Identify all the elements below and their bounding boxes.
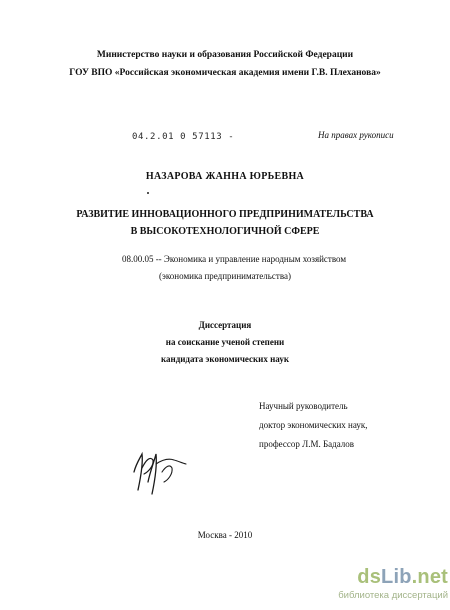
university-heading: ГОУ ВПО «Российская экономическая академия имени Г.В. Плеханова» [69, 68, 381, 78]
registration-number-stamp: 04.2.01 0 57113 - [132, 132, 235, 142]
degree-name: кандидата экономических наук [160, 354, 290, 364]
supervisor-degree: доктор экономических наук, [259, 420, 368, 430]
city-and-year: Москва - 2010 [197, 530, 253, 540]
degree-purpose: на соискание ученой степени [165, 337, 285, 347]
specialty-subfield: (экономика предпринимательства) [159, 271, 291, 281]
logo-part-net: .net [411, 566, 448, 588]
thesis-title-line-2: В ВЫСОКОТЕХНОЛОГИЧНОЙ СФЕРЕ [130, 226, 320, 237]
dslib-logo [288, 566, 448, 589]
logo-part-ds: ds [357, 566, 382, 588]
dissertation-label: Диссертация [198, 320, 252, 330]
author-name: НАЗАРОВА ЖАННА ЮРЬЕВНА [145, 171, 305, 182]
thesis-title-line-1: РАЗВИТИЕ ИННОВАЦИОННОГО ПРЕДПРИНИМАТЕЛЬСТВА [76, 209, 374, 220]
scan-dot-mark [147, 192, 149, 194]
manuscript-rights-note: На правах рукописи [318, 130, 394, 140]
ministry-heading: Министерство науки и образования Российской Федерации [96, 50, 354, 60]
handwritten-signature-icon [126, 442, 190, 498]
logo-part-lib: Lib [381, 566, 412, 588]
dslib-watermark [288, 566, 448, 608]
watermark-subtitle: библиотека диссертаций [338, 590, 448, 601]
specialty-code: 08.00.05 -- Экономика и управление народным хозяйством [121, 254, 347, 264]
supervisor-name: профессор Л.М. Бадалов [259, 439, 355, 449]
supervisor-label: Научный руководитель [259, 401, 348, 411]
